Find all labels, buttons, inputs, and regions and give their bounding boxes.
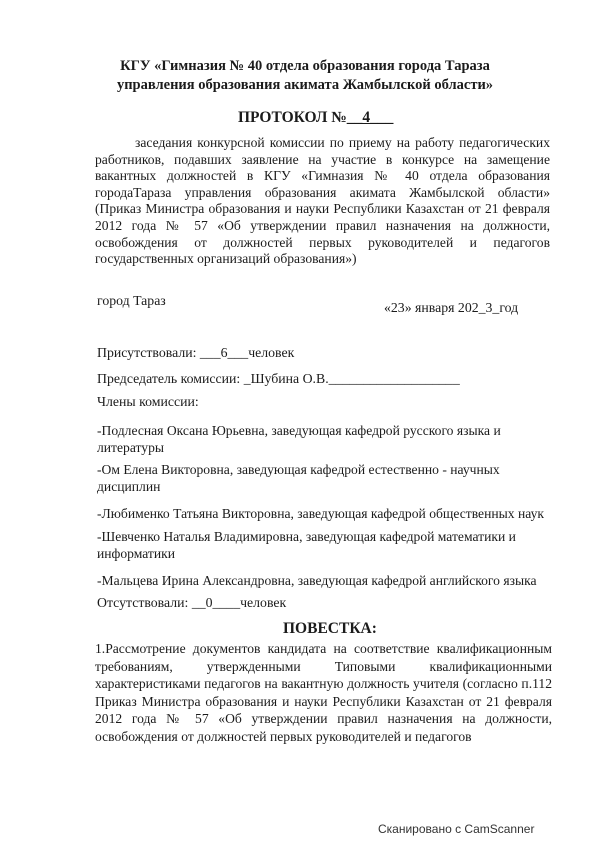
member-item: -Подлесная Оксана Юрьевна, заведующая кафедрой русского языка и литературы bbox=[97, 423, 501, 455]
protocol-prefix: ПРОТОКОЛ № bbox=[238, 109, 347, 126]
present-count: ___6___ bbox=[199, 345, 249, 360]
present-label: Присутствовали: bbox=[97, 345, 200, 360]
absent-unit: человек bbox=[240, 595, 287, 610]
present-line bbox=[97, 345, 294, 361]
absent-label: Отсутствовали: bbox=[97, 595, 192, 610]
chair-line bbox=[97, 371, 460, 387]
header-line-2: управления образования акимата Жамбылской области» bbox=[116, 77, 494, 93]
date-text: «23» января 202_3_год bbox=[384, 300, 519, 315]
protocol-number: __4___ bbox=[346, 109, 394, 126]
member-item: -Ом Елена Викторовна, заведующая кафедрой естественно - научных дисциплин bbox=[97, 462, 500, 494]
members-label: Члены комиссии: bbox=[97, 394, 199, 409]
member-item: -Шевченко Наталья Владимировна, заведующая кафедрой математики и информатики bbox=[97, 529, 516, 561]
chair-label: Председатель комиссии: bbox=[97, 371, 244, 386]
organization-header bbox=[60, 57, 550, 95]
protocol-title bbox=[238, 109, 393, 127]
absent-line bbox=[97, 595, 286, 611]
member-item: -Любименко Татьяна Викторовна, заведующая кафедрой общественных наук bbox=[97, 506, 544, 521]
agenda-title: ПОВЕСТКА: bbox=[283, 620, 377, 637]
member-item: -Мальцева Ирина Александровна, заведующая кафедрой английского языка bbox=[97, 573, 537, 588]
absent-count: __0____ bbox=[191, 595, 241, 610]
header-line-1: КГУ «Гимназия № 40 отдела образования города Тараза bbox=[120, 58, 490, 74]
agenda-item-1: 1.Рассмотрение документов кандидата на соответствие квалификационным требованиям, утвержденными Типовыми квалификационными характеристиками педагогов на вакантную должность учителя (согласно п.112 Приказ Министра образования и науки Республики Казахстан от 21 февраля 2012 года № 57 «Об утверждении правил назначения на должности, освобождения от должностей первых руководителей и педагогов bbox=[95, 641, 552, 744]
intro-text: заседания конкурсной комиссии по приему на работу педагогических работников, подавших заявление на участие в конкурсе на замещение вакантных должностей в КГУ «Гимназия № 40 отдела образования городаТараза управления образования акимата Жамбылской области» (Приказ Министра образования и науки Республики Казахстан от 21 февраля 2012 года № 57 «Об утверждении правил назначения на должности, освобождения от должностей первых руководителей и педагогов государственных организаций образования») bbox=[95, 135, 550, 267]
scanner-watermark: Сканировано с CamScanner bbox=[378, 822, 535, 836]
place-text: город Тараз bbox=[97, 293, 166, 308]
intro-paragraph bbox=[95, 135, 550, 268]
chair-name: _Шубина О.В.___________________ bbox=[243, 371, 460, 386]
present-unit: человек bbox=[248, 345, 295, 360]
